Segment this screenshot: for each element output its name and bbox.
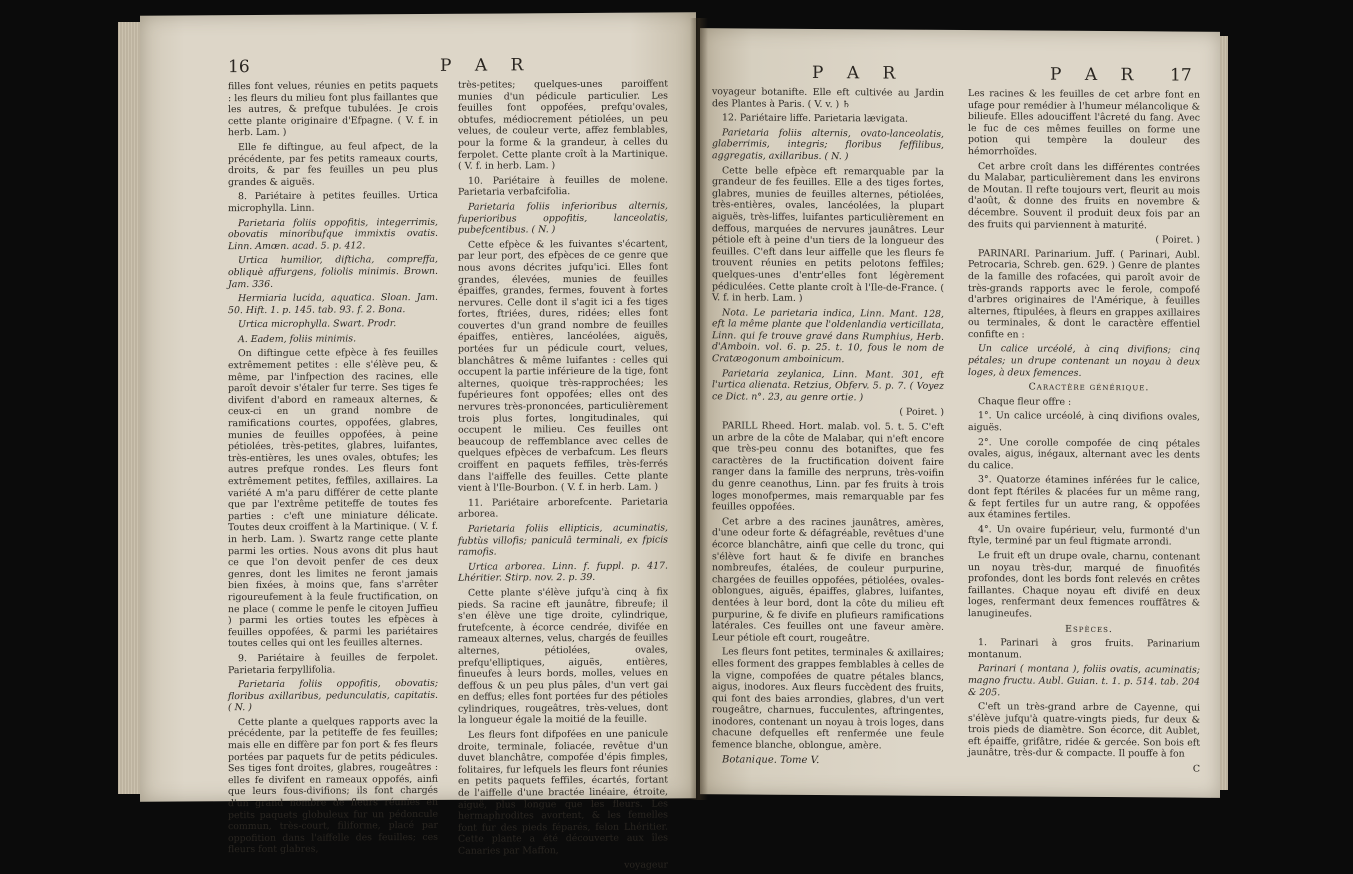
paragraph: Cet arbre a des racines jaunâtres, amères, d'une odeur forte & défagréable, revêtues d'une écorce blanchâtre, ainfi que celle du tronc, qui s'élève fort haut & fe divife en branches nombreufes, étalées, de couleur purpurine, chargées de feuilles oppofées, pétiolées, ovales-oblongues, aiguës, épaiffes, glabres, luifantes, dentées à leur bord, dont la côte du milieu eft purpurine, & fe divife en plufieurs ramifications latérales. Ces feuilles ont une faveur amère. Leur pétiole eft court, rougeâtre.	[712, 516, 944, 645]
paragraph: Chaque fleur offre :	[978, 395, 1072, 408]
left-running-head: P A R	[440, 55, 533, 76]
paragraph: 1. Parinari à gros fruits. Parinarium montanum.	[968, 637, 1200, 661]
paragraph: PARINARI. Parinarium. Juff. ( Parinari, Aubl. Petrocaria, Schreb. gen. 629. ) Genre de plantes de la famille des rofacées, qui paroît avoir de très-grands rapports avec le ferole, compofé d'arbres originaires de l'Amérique, à feuilles alternes, ftipulées, à fleurs en grappes axillaires ou terminales, & dont le caractère effentiel confifte en :	[968, 247, 1200, 341]
paragraph: 12. Pariétaire liffe. Parietaria lævigata.	[722, 112, 908, 125]
paragraph: Urtica humilior, difticha, compreffa, obliquè affurgens, foliolis minimis. Brown. Jam. 336.	[228, 254, 438, 290]
paragraph: filles font velues, réunies en petits paquets : les fleurs du milieu font plus faillantes que les autres, & prefque tubulées. Je crois cette plante originaire d'Efpagne. ( V. f. in herb. Lam. )	[228, 79, 438, 139]
paragraph: Parietaria foliis alternis, ovato-lanceolatis, glaberrimis, integris; floribus feffilibus, aggregatis, axillaribus. ( N. )	[712, 127, 944, 163]
right-running-head-left: P A R	[812, 62, 905, 84]
left-page	[140, 12, 696, 871]
right-page-number: 17	[1170, 65, 1192, 86]
paragraph: Parietaria zeylanica, Linn. Mant. 301, eft l'urtica alienata. Retzius, Obferv. 5. p. 7. ( Voyez ce Dict. n°. 23, au genre ortie. )	[712, 367, 944, 404]
paragraph: 11. Pariétaire arborefcente. Parietaria arborea.	[458, 496, 668, 521]
paragraph: Cet arbre croît dans les différentes contrées du Malabar, particulièrement dans les environs de Moutan. Il refte toujours vert, fleurit au mois d'août, & donne des fruits en novembre & décembre. Souvent il produit deux fois par an des fruits qui parviennent à maturité.	[968, 160, 1200, 231]
paragraph: Un calice urcéolé, à cinq divifions; cinq pétales; un drupe contenant un noyau à deux loges, à deux femences.	[968, 343, 1200, 379]
paragraph: Le fruit eft un drupe ovale, charnu, contenant un noyau très-dur, marqué de finuofités profondes, dont les bords font relevés en crêtes faillantes. Chaque noyau eft divifé en deux loges, renfermant deux femences rouffâtres & lanugineufes.	[968, 550, 1200, 620]
left-page-number: 16	[228, 57, 250, 78]
paragraph: 3°. Quatorze étamines inférées fur le calice, dont fept ftériles & placées fur un même rang, & fept fertiles fur un autre rang, & oppofées aux étamines fertiles.	[968, 474, 1200, 521]
book-gutter	[690, 18, 708, 800]
right-running-head-right: P A R	[1050, 64, 1143, 86]
paragraph: très-petites; quelques-unes paroiffent munies d'un pédicule particulier. Les feuilles font oppofées, prefqu'ovales, obtufes, médiocrement pétiolées, un peu velues, de couleur verte, affez femblables, pour la forme & la grandeur, à celles du ferpolet. Cette plante croît à la Martinique. ( V. f. in herb. Lam. )	[458, 78, 668, 172]
paragraph: On diftingue cette efpèce à fes feuilles extrêmement petites : elle s'élève peu, & même, par l'infpection des racines, elle paroît devoir s'étaler fur terre. Ses tiges fe divifent d'abord en rameaux alternes, & ceux-ci en un grand nombre de ramifications courtes, oppofées, glabres, munies de feuilles oppofées, à peine pétiolées, très-petites, glabres, luifantes, très-entières, les unes ovales, obtufes; les autres prefque rondes. Les fleurs font extrêmement petites, feffiles, axillaires. La variété A m'a paru différer de cette plante que par l'extrême petiteffe de toutes fes parties : c'eft une miniature délicate. Toutes deux croiffent à la Martinique. ( V. f. in herb. Lam. ). Swartz range cette plante parmi les orties. Nous avons dit plus haut ce que l'on devoit penfer de ces deux genres, dont les limites ne feront jamais bien fixées, à moins que, fans s'arrêter rigoureufement à la feule fructification, on ne place ( comme le penfe le citoyen Juffieu ) parmi les orties toutes les efpèces à feuilles oppofées, & parmi les pariétaires toutes celles qui ont les feuilles alternes.	[228, 347, 438, 650]
paragraph: Cette efpèce & les fuivantes s'écartent, par leur port, des efpèces de ce genre que nous avons décrites jufqu'ici. Elles font grandes, élevées, munies de feuilles épaiffes, grandes, fermes, fouvent à fortes nervures. Celle dont il s'agit ici a fes tiges fortes, ftriées, dures, ridées; elles font couvertes d'un grand nombre de feuilles épaiffes, entières, lancéolées, aiguës, portées fur un pédicule court, velues, blanchâtres & même luifantes : celles qui occupent la partie inférieure de la tige, font alternes, quoique très-rapprochées; les fupérieures font oppofées; elles ont des nervures très-prononcées, particulièrement trois plus fortes, longitudinales, qui occupent le milieu. Ces feuilles ont beaucoup de reffemblance avec celles de quelques efpèces de verbafcum. Les fleurs croiffent en paquets feffiles, très-ferrés dans l'aiffelle des feuilles. Cette plante vient à l'Ile-Bourbon. ( V. f. in herb. Lam. )	[458, 238, 668, 494]
paragraph: 2°. Une corolle compofée de cinq pétales ovales, aigus, inégaux, alternant avec les dents du calice.	[968, 436, 1200, 472]
paragraph: Parietaria foliis oppofitis, obovatis; floribus axillaribus, pedunculatis, capitatis. ( N. )	[228, 677, 438, 714]
paragraph: Botanique. Tome V.	[722, 753, 820, 766]
paragraph: C'eft un très-grand arbre de Cayenne, qui s'élève jufqu'à quatre-vingts pieds, fur deux & trois pieds de diamètre. Son écorce, dit Aublet, eft épaiffe, grifâtre, ridée & gercée. Son bois eft jaunâtre, très-dur & compacte. Il pouffe à fon	[968, 701, 1200, 761]
paragraph: Les fleurs font petites, terminales & axillaires; elles forment des grappes femblables à celles de la vigne, compofées de quatre pétales blancs, aigus, inodores. Aux fleurs fuccèdent des fruits, qui font des baies arrondies, glabres, d'un vert rougeâtre, charnues, fucculentes, aftringentes, inodores, contenant un noyau à trois loges, dans chacune defquelles eft renfermée une feule femence blanche, oblongue, amère.	[712, 646, 944, 752]
paragraph: Hermiaria lucida, aquatica. Sloan. Jam. 50. Hift. 1. p. 145. tab. 93. f. 2. Bona.	[228, 291, 438, 316]
paragraph: 9. Pariétaire à feuilles de ferpolet. Parietaria ferpyllifolia.	[228, 651, 438, 676]
paragraph: Les fleurs font difpofées en une panicule droite, terminale, foliacée, revêtue d'un duvet blanchâtre, compofée d'épis fimples, folitaires, fur lefquels les fleurs font réunies en petits paquets feffiles, écartés, fortant de l'aiffelle d'une bractée linéaire, étroite, aiguë, plus longue que les fleurs. Les hermaphrodites avortent, & les femelles font fur des pieds féparés, felon Lhéritier. Cette plante a été découverte aux îles Canaries par Maffon,	[458, 728, 668, 857]
paragraph: 8. Pariétaire à petites feuilles. Urtica microphylla. Linn.	[228, 190, 438, 215]
paragraph: voyageur	[624, 859, 668, 871]
paragraph: Elle fe diftingue, au feul afpect, de la précédente, par fes petits rameaux courts, droits, & par fes feuilles un peu plus grandes & aiguës.	[228, 140, 438, 188]
paragraph: ( Poiret. )	[899, 407, 944, 419]
right-page-column-2	[968, 88, 1200, 790]
paragraph: PARILL Rheed. Hort. malab. vol. 5. t. 5. C'eft un arbre de la côte de Malabar, qui n'eft encore que très-peu connu des botaniftes, que fes caractères de la fructification doivent faire ranger dans la famille des nerpruns, très-voifin du genre ceanothus, Linn. par fes fruits à trois loges monofpermes, mais remarquable par fes feuilles oppofées.	[712, 420, 944, 514]
paragraph: 4°. Un ovaire fupérieur, velu, furmonté d'un ftyle, terminé par un feul ftigmate arrondi.	[968, 523, 1200, 548]
paragraph: Cette belle efpèce eft remarquable par la grandeur de fes feuilles. Elle a des tiges fortes, glabres, munies de feuilles alternes, pétiolées, très-entières, ovales, lancéolées, la plupart aiguës, très-liffes, luifantes particulièrement en deffous, marquées de nervures jaunâtres. Leur pétiole eft à peine d'un tiers de la longueur des feuilles. C'eft dans leur aiffelle que les fleurs fe trouvent réunies en petits pelotons feffiles; quelques-unes d'entr'elles font légèrement pédiculées. Cette plante croît à l'Ile-de-France. ( V. f. in herb. Lam. )	[712, 164, 944, 304]
paragraph: Caractère générique.	[1028, 381, 1150, 394]
paragraph: Parietaria foliis inferioribus alternis, fuperioribus oppofitis, lanceolatis, pubefcentibus. ( N. )	[458, 200, 668, 236]
paragraph: C	[1192, 763, 1200, 775]
paragraph: voyageur botanifte. Elle eft cultivée au Jardin des Plantes à Paris. ( V. v. ) ♄	[712, 86, 944, 110]
paragraph: Urtica microphylla. Swart. Prodr.	[238, 318, 397, 331]
left-page-column-1	[228, 79, 438, 856]
left-page-column-2	[458, 78, 668, 871]
paragraph: Nota. Le parietaria indica, Linn. Mant. 128, eft la même plante que l'oldenlandia verticillata, Linn. qui fe trouve gravé dans Rumphius, Herb. d'Amboin. vol. 6. p. 25. t. 10, fous le nom de Cratæogonum amboinicum.	[712, 307, 944, 366]
right-page	[700, 28, 1220, 798]
paragraph: Espèces.	[1065, 623, 1113, 635]
left-page-edges	[118, 22, 142, 794]
paragraph: Parinari ( montana ), foliis ovatis, acuminatis; magno fructu. Aubl. Guian. t. 1. p. 514. tab. 204 & 205.	[968, 663, 1200, 698]
paragraph: Cette plante s'élève jufqu'à cinq à fix pieds. Sa racine eft jaunâtre, fibreufe; il s'en élève une tige droite, cylindrique, frutefcente, à écorce cendrée, divifée en rameaux alternes, velus, chargés de feuilles alternes, pétiolées, ovales, prefqu'elliptiques, aiguës, entières, finueufes à leurs bords, molles, velues en deffous & un peu plus pâles, d'un vert gai en deffus; elles font portées fur des pétioles cylindriques, rougeâtres, très-velues, dont la longueur égale la moitié de la feuille.	[458, 586, 668, 727]
paragraph: Urtica arborea. Linn. f. fuppl. p. 417. Lhéritier. Stirp. nov. 2. p. 39.	[458, 560, 668, 585]
paragraph: Les racines & les feuilles de cet arbre font en ufage pour remédier à l'humeur mélancolique & bilieufe. Elles adouciffent l'âcreté du fang. Avec le fuc de ces mêmes feuilles on forme une potion qui tempère la douleur des hémorrhoïdes.	[968, 88, 1200, 158]
paragraph: A. Eadem, foliis minimis.	[238, 333, 357, 345]
paragraph: Cette plante a quelques rapports avec la précédente, par la petiteffe de fes feuilles; mais elle en diffère par fon port & fes fleurs portées par paquets fur de petits pédicules. Ses tiges font droites, glabres, rougeâtres : elles fe divifent en rameaux oppofés, ainfi que leurs fous-divifions; ils font chargés d'un grand nombre de fleurs réunies en petits paquets globuleux fur un pédoncule commun, très-court, filiforme, placé par oppofition dans l'aiffelle des feuilles; ces fleurs font glabres,	[228, 715, 438, 856]
paragraph: 10. Pariétaire à feuilles de molene. Parietaria verbafcifolia.	[458, 174, 668, 199]
paragraph: ( Poiret. )	[1155, 234, 1200, 246]
right-page-column-1	[712, 86, 944, 788]
paragraph: 1°. Un calice urcéolé, à cinq divifions ovales, aiguës.	[968, 410, 1200, 434]
paragraph: Parietaria foliis oppofitis, integerrimis, obovatis minoribufque immixtis ovatis. Linn. Amœn. acad. 5. p. 412.	[228, 216, 438, 252]
paragraph: Parietaria foliis ellipticis, acuminatis, fubtùs villofis; paniculâ terminali, ex fpicis ramofis.	[458, 522, 668, 558]
